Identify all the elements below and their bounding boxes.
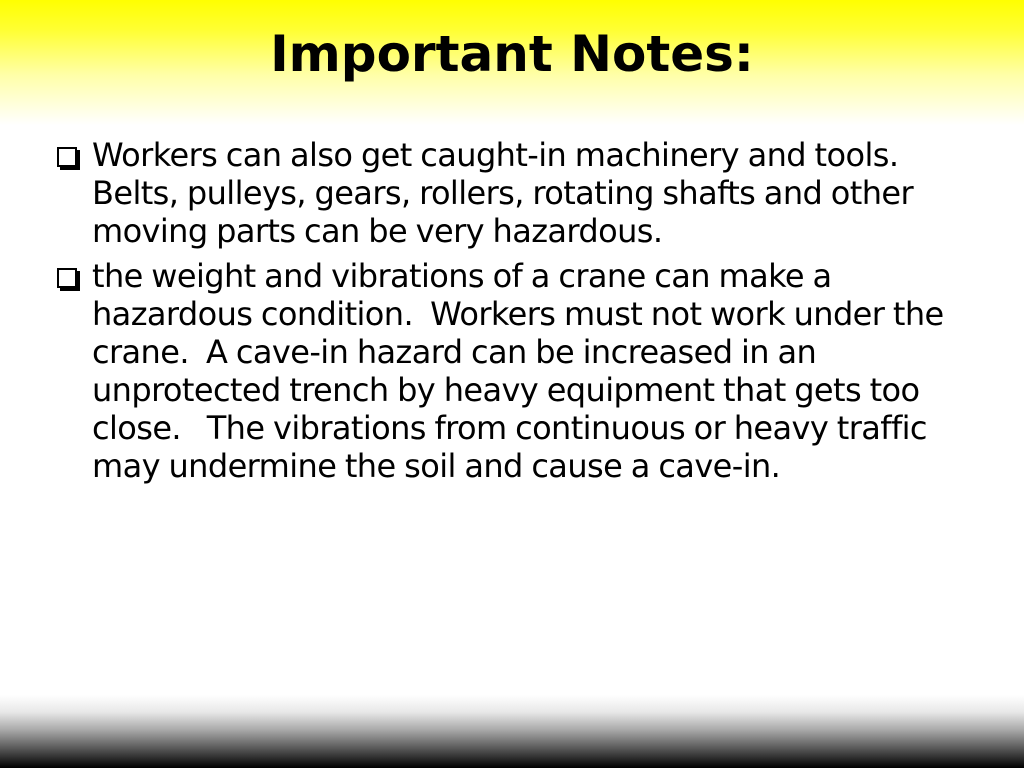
bullet-text: Workers can also get caught-in machinery and tools. Belts, pulleys, gears, rollers, rotating shafts and other moving parts can be very hazardous. bbox=[92, 136, 922, 250]
checkbox-square-icon bbox=[57, 268, 77, 288]
slide-title: Important Notes: bbox=[270, 25, 754, 83]
bullet-list bbox=[54, 136, 959, 492]
checkbox-square-icon bbox=[57, 147, 77, 167]
bullet-item-caught-in bbox=[54, 136, 959, 250]
bullet-item-crane-vibrations bbox=[54, 257, 959, 485]
bullet-text: the weight and vibrations of a crane can make a hazardous condition. Workers must not work under the crane. A cave-in hazard can be increased in an unprotected trench by heavy equipment that gets too close. The vibrations from continuous or heavy traffic may undermine the soil and cause a cave-in. bbox=[92, 257, 953, 485]
